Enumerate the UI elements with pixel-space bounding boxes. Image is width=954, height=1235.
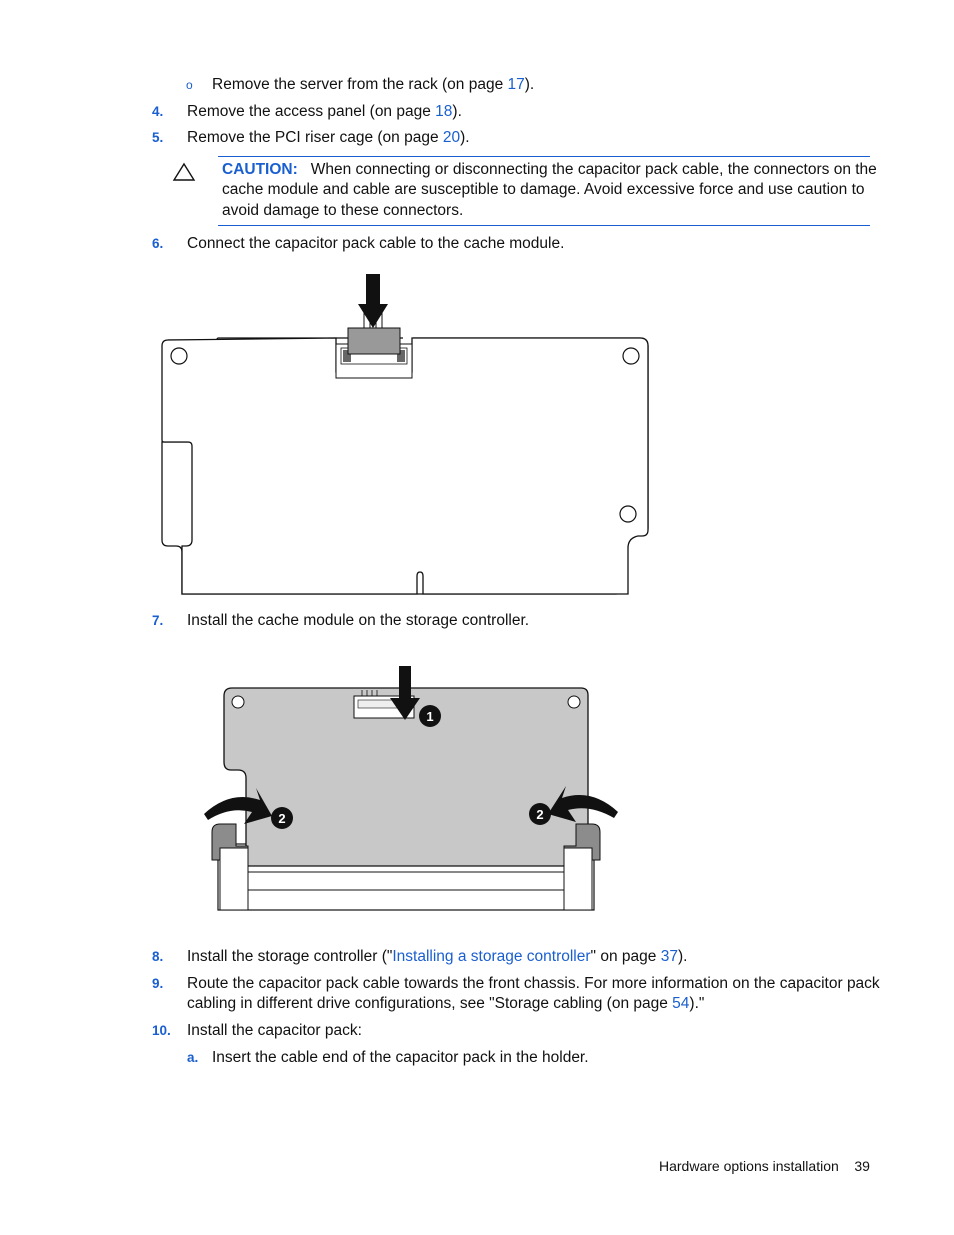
step-install-storage-controller xyxy=(187,947,687,967)
caution-text-2: cache module and cable are susceptible to damage. Avoid excessive force and use caution to xyxy=(222,181,865,198)
down-arrow-icon xyxy=(358,274,388,328)
step-text-mid: " on page xyxy=(590,948,661,965)
sub-bullet-marker: o xyxy=(186,78,193,92)
sub-bullet-o xyxy=(186,75,193,95)
step-connect-cable: Connect the capacitor pack cable to the cache module. xyxy=(187,235,565,252)
caution-text-1: When connecting or disconnecting the capacitor pack cable, the connectors on the xyxy=(310,161,877,178)
gray-hole-left xyxy=(232,696,244,708)
caution-top-rule xyxy=(218,156,870,157)
step-text: cabling in different drive configurations, see "Storage cabling (on page xyxy=(187,995,673,1012)
step-text-end: )." xyxy=(689,995,705,1012)
warning-triangle-icon xyxy=(172,162,196,182)
step-number-10a: a. xyxy=(187,1050,199,1065)
callout-1-label: 1 xyxy=(426,709,434,724)
page-link-18[interactable]: 18 xyxy=(435,103,453,120)
caution-label: CAUTION: xyxy=(222,161,298,178)
step-text-end: ). xyxy=(452,103,462,120)
step-remove-access-panel xyxy=(187,102,462,122)
cable-plug xyxy=(348,328,400,354)
caution-line-1 xyxy=(222,160,877,180)
step-text-end: ). xyxy=(524,76,535,93)
caution-bottom-rule xyxy=(218,225,870,226)
page-link-54[interactable]: 54 xyxy=(672,995,690,1012)
step-insert-cable-end: Insert the cable end of the capacitor pack in the holder. xyxy=(212,1049,589,1066)
step-text: Remove the access panel (on page xyxy=(187,103,436,120)
step-number-7: 7. xyxy=(152,613,164,628)
link-installing-storage-controller[interactable]: Installing a storage controller xyxy=(392,948,591,965)
mounting-hole-top-right xyxy=(623,348,639,364)
step-text: Remove the server from the rack (on page xyxy=(212,76,508,93)
step-number-9: 9. xyxy=(152,976,164,991)
step-number-5: 5. xyxy=(152,130,164,145)
step-remove-riser-cage xyxy=(187,128,470,148)
page-link-37[interactable]: 37 xyxy=(660,948,678,965)
step-install-cache-module: Install the cache module on the storage controller. xyxy=(187,612,530,629)
step-number-4: 4. xyxy=(152,104,164,119)
gray-hole-right xyxy=(568,696,580,708)
caution-text-3: avoid damage to these connectors. xyxy=(222,202,464,219)
step-text-end: ). xyxy=(677,948,688,965)
install-cache-figure xyxy=(196,660,626,916)
step-text: Remove the PCI riser cage (on page xyxy=(187,129,443,146)
cache-module-figure xyxy=(150,270,660,602)
callout-2-left-label: 2 xyxy=(278,811,286,826)
step-remove-server xyxy=(212,75,534,95)
footer-page-number: 39 xyxy=(854,1158,870,1174)
page-link-20[interactable]: 20 xyxy=(442,129,461,146)
step-text-end: ). xyxy=(460,129,470,146)
footer-section: Hardware options installation xyxy=(659,1158,839,1174)
mounting-hole-bottom-right xyxy=(620,506,636,522)
page-link-17[interactable]: 17 xyxy=(507,76,525,93)
step-route-cable-line-1: Route the capacitor pack cable towards the front chassis. For more information on the capacitor pack xyxy=(187,975,880,992)
step-install-capacitor-pack: Install the capacitor pack: xyxy=(187,1022,362,1039)
mounting-hole-top-left xyxy=(171,348,187,364)
step-number-8: 8. xyxy=(152,949,164,964)
callout-2-right-label: 2 xyxy=(536,807,544,822)
step-text: Install the storage controller (" xyxy=(187,948,393,965)
footer xyxy=(659,1158,870,1174)
step-number-10: 10. xyxy=(152,1023,171,1038)
step-route-cable-line-2 xyxy=(187,994,704,1014)
step-number-6: 6. xyxy=(152,236,164,251)
